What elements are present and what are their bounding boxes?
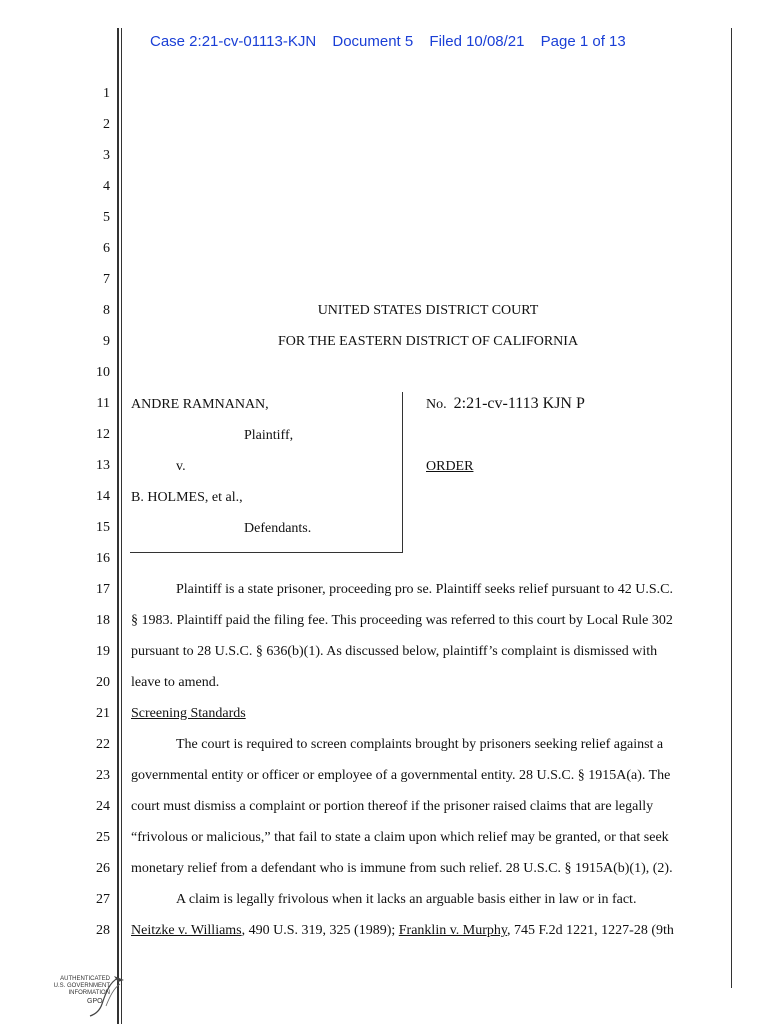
defendant-name: B. HOLMES, et al., [131, 490, 243, 505]
line-number: 9 [103, 334, 110, 349]
case-citation-name: Neitzke v. Williams [131, 923, 242, 938]
line-number: 22 [96, 737, 110, 752]
header-page-count: Page 1 of 13 [540, 33, 626, 50]
case-number-label: No. [426, 397, 447, 412]
line-number: 27 [96, 892, 110, 907]
plaintiff-role: Plaintiff, [244, 428, 294, 443]
body-line: leave to amend. [131, 675, 220, 690]
line-number: 10 [96, 365, 110, 380]
line-number: 18 [96, 613, 110, 628]
line-number: 14 [96, 489, 110, 504]
case-citation-name: Franklin v. Murphy [398, 923, 507, 938]
line-number: 13 [96, 458, 110, 473]
line-number: 1 [103, 86, 110, 101]
case-citation-reference: , 745 F.2d 1221, 1227-28 (9th [507, 923, 674, 938]
line-number: 8 [103, 303, 110, 318]
line-number: 19 [96, 644, 110, 659]
court-name: UNITED STATES DISTRICT COURT [317, 303, 539, 318]
body-line: A claim is legally frivolous when it lacks an arguable basis either in law or in fact. [176, 892, 637, 907]
body-line: § 1983. Plaintiff paid the filing fee. This proceeding was referred to this court by Local Rule 302 [131, 613, 673, 628]
plaintiff-name: ANDRE RAMNANAN, [131, 397, 269, 412]
line-number: 3 [103, 148, 110, 163]
line-number: 17 [96, 582, 110, 597]
line-number: 26 [96, 861, 110, 876]
body-line-citations [131, 923, 674, 939]
case-number: 2:21-cv-1113 KJN P [453, 395, 585, 412]
eagle-seal-icon [40, 972, 130, 1018]
defendant-role: Defendants. [244, 521, 312, 536]
line-number: 5 [103, 210, 110, 225]
line-number: 16 [96, 551, 110, 566]
line-number: 24 [96, 799, 110, 814]
line-number: 12 [96, 427, 110, 442]
case-citation-reference: , 490 U.S. 319, 325 (1989); [241, 923, 399, 938]
left-margin-rule-outer [117, 28, 119, 1024]
body-line: Plaintiff is a state prisoner, proceeding pro se. Plaintiff seeks relief pursuant to 42 U.S.C. [176, 582, 673, 597]
body-line: governmental entity or officer or employee of a governmental entity. 28 U.S.C. § 1915A(a). The [131, 768, 671, 783]
line-number: 25 [96, 830, 110, 845]
left-margin-rule-inner [121, 28, 122, 1024]
court-district: FOR THE EASTERN DISTRICT OF CALIFORNIA [277, 334, 579, 349]
document-header [150, 33, 638, 50]
line-number: 4 [103, 179, 110, 194]
body-line: court must dismiss a complaint or portion thereof if the prisoner raised claims that are legally [131, 799, 654, 814]
line-number: 7 [103, 272, 110, 287]
line-number: 23 [96, 768, 110, 783]
gpo-mark: GPO [87, 998, 103, 1005]
line-number: 2 [103, 117, 110, 132]
order-title: ORDER [426, 459, 474, 474]
body-line: “frivolous or malicious,” that fail to state a claim upon which relief may be granted, or that seek [131, 830, 669, 845]
body-line: pursuant to 28 U.S.C. § 636(b)(1). As discussed below, plaintiff’s complaint is dismissed with [131, 644, 658, 659]
line-number: 28 [96, 923, 110, 938]
section-heading: Screening Standards [131, 706, 246, 721]
header-filed-date: Filed 10/08/21 [429, 33, 525, 50]
line-number: 21 [96, 706, 110, 721]
gpo-authentication-logo [40, 972, 130, 1018]
header-document-number: Document 5 [332, 33, 414, 50]
versus-label: v. [176, 459, 186, 474]
line-number: 20 [96, 675, 110, 690]
body-line: monetary relief from a defendant who is immune from such relief. 28 U.S.C. § 1915A(b)(1), (2). [131, 861, 673, 876]
line-number: 11 [96, 396, 110, 411]
line-number: 6 [103, 241, 110, 256]
body-line: The court is required to screen complaints brought by prisoners seeking relief against a [176, 737, 664, 752]
header-case-number: Case 2:21-cv-01113-KJN [150, 33, 317, 50]
gpo-logo-text: AUTHENTICATED U.S. GOVERNMENT INFORMATION [53, 976, 110, 996]
right-margin-rule [731, 28, 732, 988]
line-number: 15 [96, 520, 110, 535]
case-number-line [426, 395, 585, 413]
